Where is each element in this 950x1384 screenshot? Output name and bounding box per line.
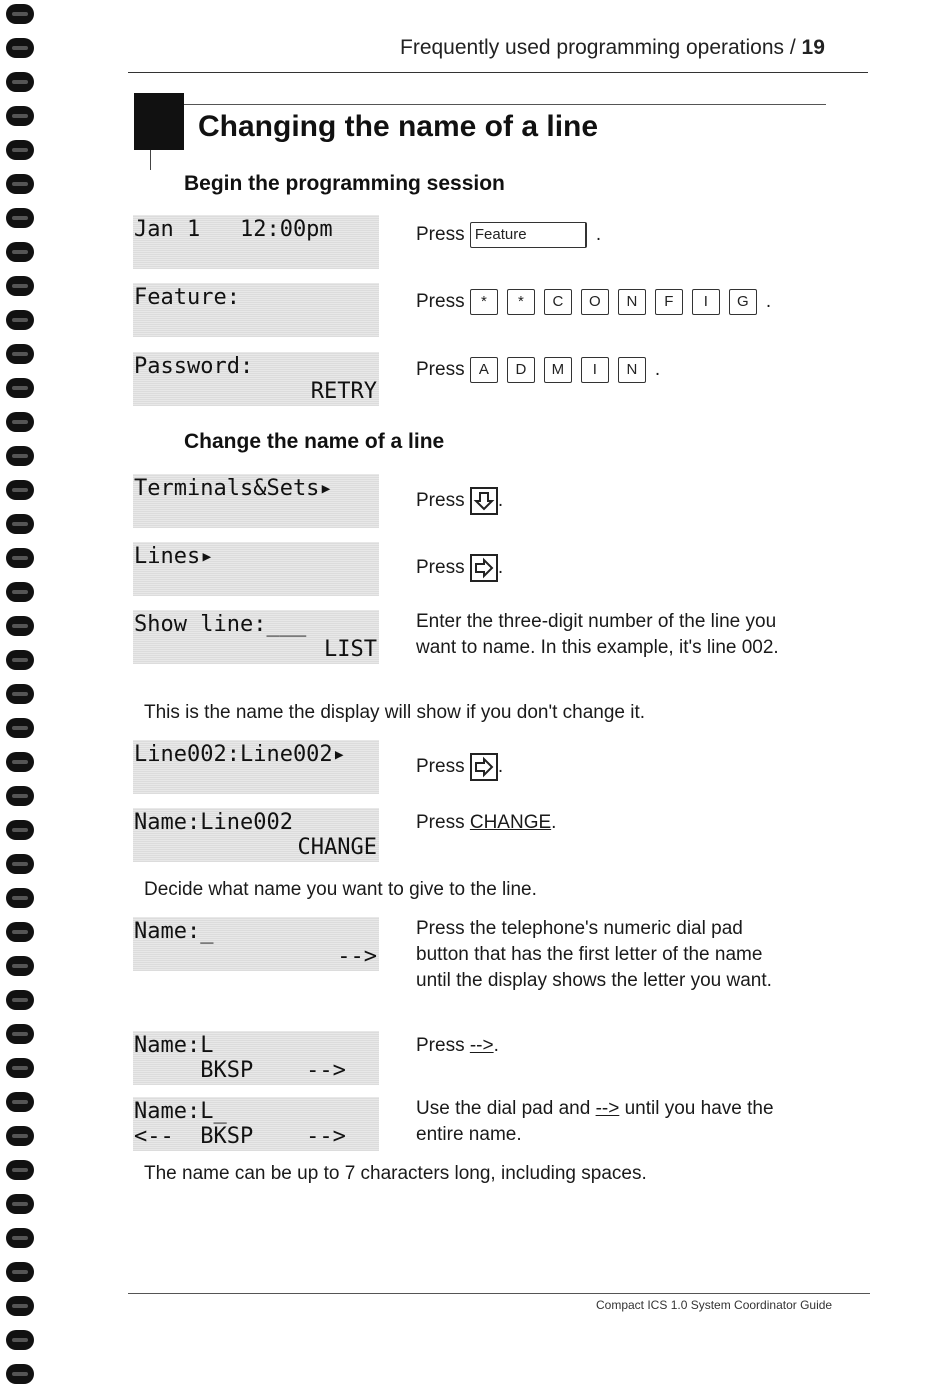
- dialpad-key: N: [618, 357, 646, 383]
- binding-ring: [6, 480, 34, 500]
- section-heading-begin: Begin the programming session: [184, 172, 505, 195]
- dialpad-key: F: [655, 289, 683, 315]
- binding-ring: [6, 1126, 34, 1146]
- binding-ring: [6, 38, 34, 58]
- lcd-display: Terminals&Sets▸: [133, 474, 379, 528]
- dialpad-key: C: [544, 289, 572, 315]
- binding-ring: [6, 1262, 34, 1282]
- instruction-step: Press the telephone's numeric dial pad button that has the first letter of the name until the display shows the letter you want.: [416, 918, 772, 991]
- right-arrow-icon: [470, 753, 498, 781]
- binding-ring: [6, 616, 34, 636]
- lcd-display: Lines▸: [133, 542, 379, 596]
- lcd-display: Name:_ -->: [134, 919, 377, 969]
- instruction-step: Press CHANGE.: [416, 812, 557, 833]
- page-title: Changing the name of a line: [198, 110, 599, 143]
- binding-ring: [6, 548, 34, 568]
- binding-ring: [6, 582, 34, 602]
- section-heading-change: Change the name of a line: [184, 430, 445, 453]
- softkey-label: -->: [595, 1098, 620, 1119]
- dialpad-key: *: [507, 289, 535, 315]
- lcd-display: Show line:___ LIST: [134, 612, 377, 662]
- dialpad-key: N: [618, 289, 646, 315]
- instruction-step: Press Feature .: [416, 222, 601, 248]
- title-rule: [184, 104, 826, 105]
- binding-ring: [6, 990, 34, 1010]
- dialpad-key: M: [544, 357, 572, 383]
- spiral-binding: [6, 0, 40, 1376]
- page-footer: Compact ICS 1.0 System Coordinator Guide: [596, 1298, 833, 1312]
- binding-ring: [6, 72, 34, 92]
- dialpad-key: *: [470, 289, 498, 315]
- binding-ring: [6, 446, 34, 466]
- instruction-step: Press * * C O N F I G .: [416, 289, 771, 315]
- instruction-step: Press .: [416, 487, 503, 515]
- note-text: This is the name the display will show if you don't change it.: [144, 702, 646, 723]
- page-header: Frequently used programming operations / 19: [400, 36, 825, 59]
- binding-ring: [6, 310, 34, 330]
- binding-ring: [6, 1194, 34, 1214]
- binding-ring: [6, 752, 34, 772]
- binding-ring: [6, 140, 34, 160]
- binding-ring: [6, 786, 34, 806]
- binding-ring: [6, 242, 34, 262]
- binding-ring: [6, 650, 34, 670]
- binding-ring: [6, 208, 34, 228]
- binding-ring: [6, 412, 34, 432]
- section-marker: [134, 93, 184, 150]
- binding-ring: [6, 684, 34, 704]
- binding-ring: [6, 174, 34, 194]
- instruction-step: Use the dial pad and --> until you have the entire name.: [416, 1098, 774, 1145]
- lcd-display: Name:L BKSP -->: [133, 1031, 379, 1085]
- lcd-display: Name:L_ <-- BKSP -->: [133, 1097, 379, 1151]
- down-arrow-icon: [470, 487, 498, 515]
- lcd-display: Name:Line002 CHANGE: [134, 810, 377, 860]
- binding-ring: [6, 1296, 34, 1316]
- binding-ring: [6, 514, 34, 534]
- instruction-step: Press A D M I N .: [416, 357, 660, 383]
- binding-ring: [6, 276, 34, 296]
- binding-ring: [6, 820, 34, 840]
- binding-ring: [6, 1228, 34, 1248]
- dialpad-key: G: [729, 289, 757, 315]
- binding-ring: [6, 4, 34, 24]
- binding-ring: [6, 888, 34, 908]
- dialpad-key: A: [470, 357, 498, 383]
- dialpad-key: D: [507, 357, 535, 383]
- footer-rule: [128, 1293, 870, 1294]
- binding-ring: [6, 1364, 34, 1384]
- instruction-step: Press .: [416, 753, 503, 781]
- title-stem: [150, 150, 151, 170]
- right-arrow-icon: [470, 554, 498, 582]
- binding-ring: [6, 854, 34, 874]
- binding-ring: [6, 344, 34, 364]
- softkey-label: CHANGE: [469, 812, 552, 833]
- lcd-display: Line002:Line002▸: [133, 740, 379, 794]
- dialpad-key: I: [692, 289, 720, 315]
- softkey-label: -->: [469, 1035, 494, 1056]
- feature-key: Feature: [470, 222, 587, 248]
- dialpad-key: O: [581, 289, 609, 315]
- page-number: 19: [801, 36, 825, 59]
- note-text: The name can be up to 7 characters long, including spaces.: [144, 1163, 647, 1184]
- binding-ring: [6, 1330, 34, 1350]
- binding-ring: [6, 378, 34, 398]
- binding-ring: [6, 956, 34, 976]
- binding-ring: [6, 1092, 34, 1112]
- lcd-display: Feature:: [133, 283, 379, 337]
- binding-ring: [6, 106, 34, 126]
- binding-ring: [6, 1024, 34, 1044]
- binding-ring: [6, 1058, 34, 1078]
- note-text: Decide what name you want to give to the line.: [144, 879, 537, 900]
- binding-ring: [6, 1160, 34, 1180]
- binding-ring: [6, 922, 34, 942]
- dialpad-key: I: [581, 357, 609, 383]
- instruction-step: Enter the three-digit number of the line you want to name. In this example, it's line 002.: [416, 611, 779, 658]
- instruction-step: Press .: [416, 554, 503, 582]
- header-rule: [128, 72, 868, 73]
- lcd-display: Password: RETRY: [134, 354, 377, 404]
- instruction-step: Press -->.: [416, 1035, 499, 1056]
- binding-ring: [6, 718, 34, 738]
- lcd-display: Jan 1 12:00pm: [133, 215, 379, 269]
